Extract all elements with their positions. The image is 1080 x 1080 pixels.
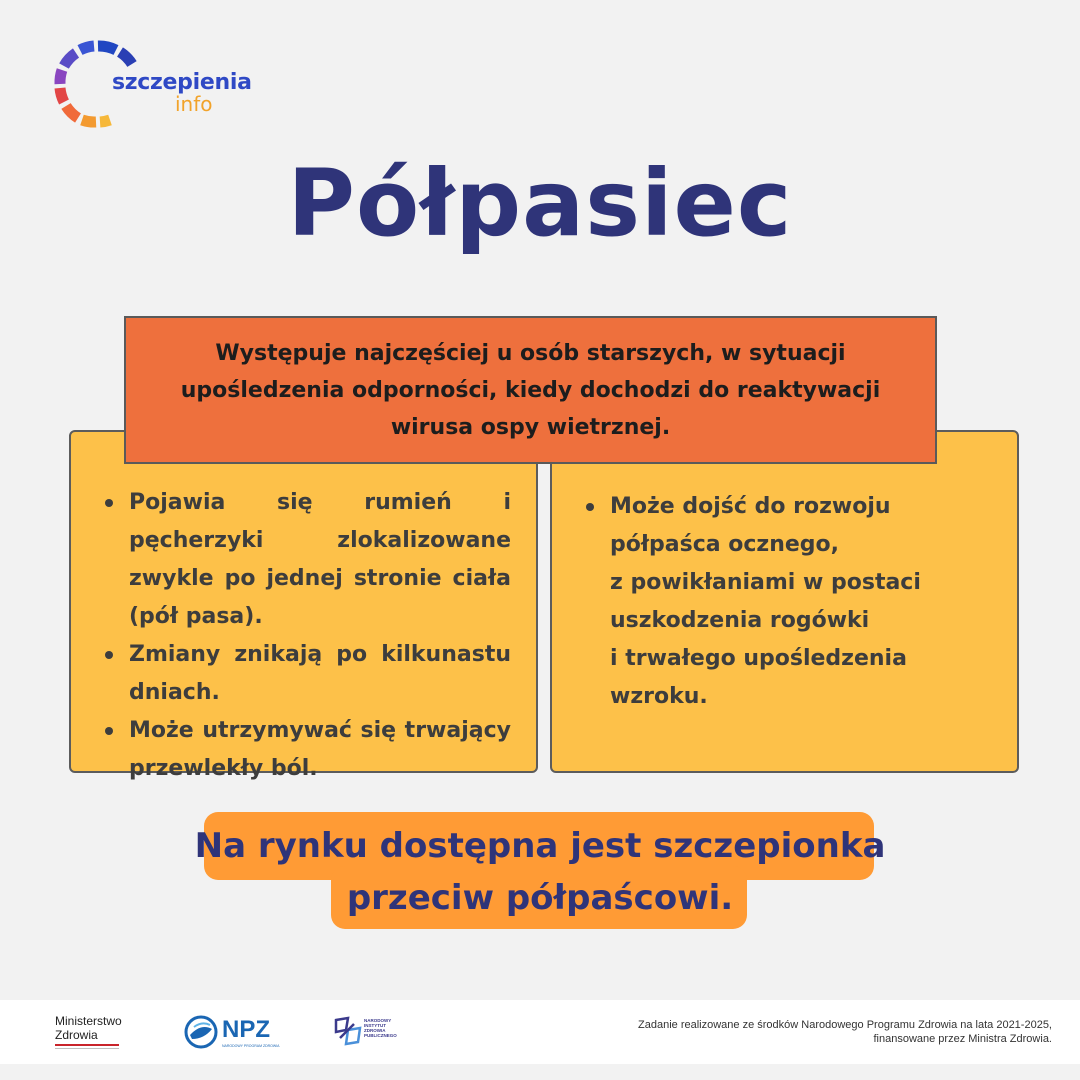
intro-text: Występuje najczęściej u osób starszych, w sytuacji upośledzenia odporności, kiedy dochodzi do reaktywacji wirusa ospy wietrznej. (180, 340, 881, 440)
symptoms-list (97, 484, 511, 788)
nizp-label: NARODOWY INSTYTUT ZDROWIA PUBLICZNEGO (364, 1018, 397, 1038)
npz-subtitle: NARODOWY PROGRAM ZDROWIA (222, 1044, 280, 1048)
ministry-grey-line (55, 1048, 119, 1049)
list-item (578, 488, 978, 716)
list-item-text: Pojawia się rumień i pęcherzyki zlokalizowane zwykle po jednej stronie ciała (pół pasa). (129, 490, 511, 629)
npz-label: NPZ (222, 1016, 270, 1043)
list-item-text: Może dojść do rozwoju półpaśca ocznego, z powikłaniami w postaci uszkodzenia rogówki i trwałego upośledzenia wzroku. (610, 494, 921, 709)
nizp-emblem-icon (334, 1016, 362, 1046)
brand-name: szczepienia (112, 70, 252, 95)
npz-globe-icon (184, 1015, 218, 1049)
intro-box (124, 316, 937, 464)
symptoms-card (69, 430, 538, 781)
cta-line-1: Na rynku dostępna jest szczepionka (194, 826, 886, 866)
list-item (97, 712, 511, 788)
list-item-text: Może utrzymywać się trwający przewlekły ból. (129, 718, 511, 781)
nizp-logo (334, 1014, 404, 1050)
complications-list (578, 488, 978, 716)
ministry-label: Zdrowia (55, 1028, 98, 1042)
brand-suffix: info (175, 92, 213, 116)
footer (0, 1000, 1080, 1064)
complications-card (550, 430, 1019, 773)
npz-logo (184, 1014, 284, 1050)
ministry-label: Ministerstwo (55, 1014, 122, 1028)
funding-line: finansowane przez Ministra Zdrowia. (873, 1033, 1052, 1045)
brand-logo (52, 38, 252, 130)
page-title: Półpasiec (287, 150, 793, 257)
list-item (97, 484, 511, 636)
funding-line: Zadanie realizowane ze środków Narodowego Programu Zdrowia na lata 2021-2025, (638, 1019, 1052, 1031)
funding-note (638, 1018, 1052, 1046)
list-item-text: Zmiany znikają po kilkunastu dniach. (129, 642, 511, 705)
list-item (97, 636, 511, 712)
bottom-strip (0, 1064, 1080, 1080)
ministry-red-line (55, 1044, 119, 1046)
cta-line-2: przeciw półpaścowi. (346, 878, 734, 918)
ministry-logo (55, 1014, 122, 1042)
